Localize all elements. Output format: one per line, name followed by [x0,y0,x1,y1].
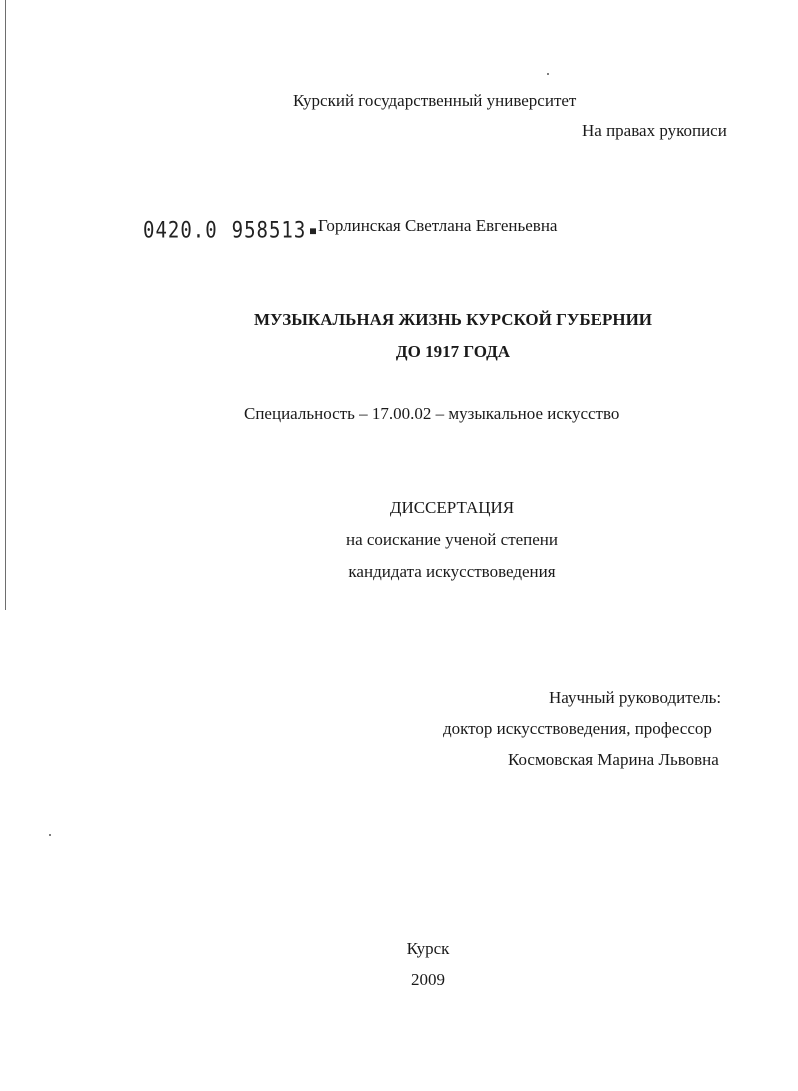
document-type: ДИССЕРТАЦИЯ [389,498,515,517]
university-name: Курский государственный университет [293,91,577,110]
scan-speck [547,73,549,75]
manuscript-note: На правах рукописи [582,121,727,140]
author-name: Горлинская Светлана Евгеньевна [318,216,558,235]
supervisor-name: Космовская Марина Львовна [508,750,719,769]
inventory-stamp [143,218,316,243]
thesis-title-line-1: МУЗЫКАЛЬНАЯ ЖИЗНЬ КУРСКОЙ ГУБЕРНИИ [253,310,653,329]
stamp-bullet-icon [310,228,316,234]
supervisor-label: Научный руководитель: [549,688,722,707]
stamp-code-part2: 958513 [231,218,307,244]
supervisor-credentials: доктор искусствоведения, профессор [443,719,712,738]
degree-line-2: кандидата искусствоведения [348,562,556,581]
year: 2009 [411,970,445,989]
scan-edge-line [5,0,6,610]
specialty: Специальность – 17.00.02 – музыкальное искусство [244,404,620,423]
city: Курск [406,939,450,958]
degree-line-1: на соискание ученой степени [345,530,559,549]
scan-speck [49,834,51,836]
thesis-title-line-2: ДО 1917 ГОДА [395,342,511,361]
stamp-code-part1: 0420.0 [143,218,218,244]
